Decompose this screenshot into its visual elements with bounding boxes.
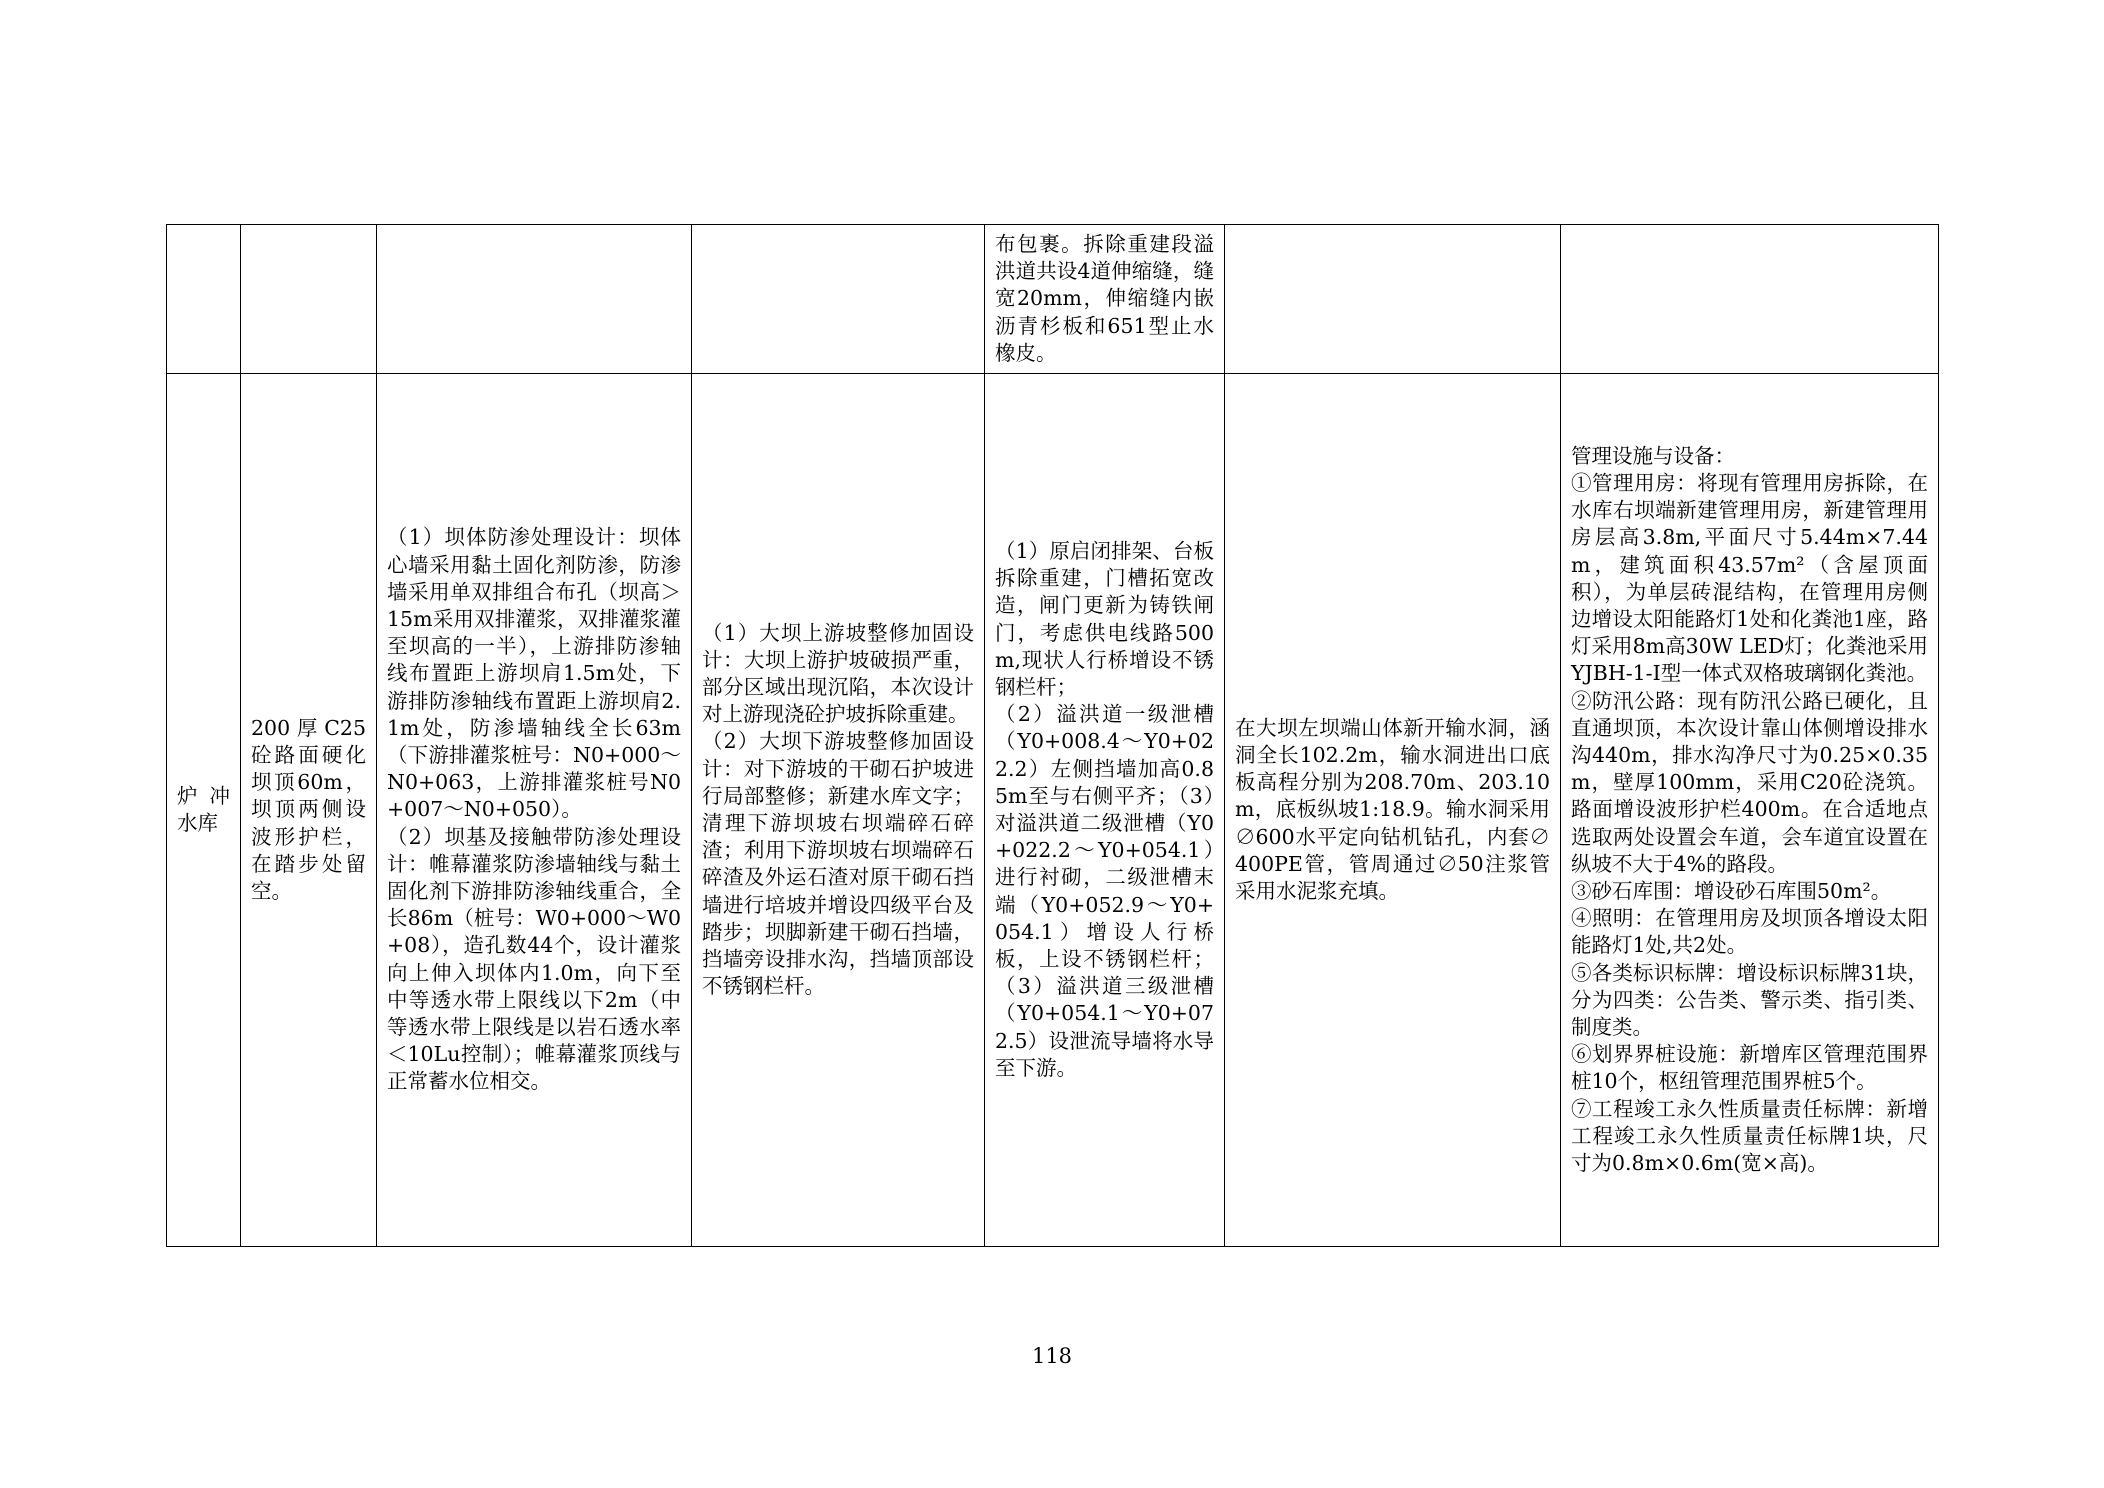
spillway-cell	[985, 374, 1225, 1247]
cell-empty	[692, 225, 985, 374]
cell-empty	[1225, 225, 1561, 374]
dam-crest-cell: 200厚C25砼路面硬化坝顶60m，坝顶两侧设波形护栏，在踏步处留空。	[241, 374, 377, 1247]
management-item: ②防汛公路：现有防汛公路已硬化，且直通坝顶，本次设计靠山体侧增设排水沟440m，排水沟净尺寸为0.25×0.35m，壁厚100mm，采用C20砼浇筑。路面增设波形护栏400m。在合适地点选取两处设置会车道，会车道宜设置在纵坡不大于4%的路段。	[1571, 688, 1928, 876]
management-item: ①管理用房：将现有管理用房拆除，在水库右坝端新建管理用房，新建管理用房层高3.8m,平面尺寸5.44m×7.44m，建筑面积43.57m²（含屋顶面积），为单层砖混结构，在管理用房侧边增设太阳能路灯1处和化粪池1座，路灯采用8m高30W LED灯；化粪池采用YJBH-1-Ⅰ型一体式双格玻璃钢化粪池。	[1571, 470, 1928, 686]
page-number: 118	[1031, 1344, 1073, 1368]
spillway-item: （1）原启闭排架、台板拆除重建，门槽拓宽改造，闸门更新为铸铁闸门，考虑供电线路500m,现状人行桥增设不锈钢栏杆；	[995, 538, 1214, 699]
slope-cell	[692, 374, 985, 1247]
cell-empty	[1561, 225, 1939, 374]
table-row-continued	[167, 225, 1939, 374]
management-cell	[1561, 374, 1939, 1247]
table-row-luchong	[167, 374, 1939, 1247]
spillway-continued-cell: 布包裹。拆除重建段溢洪道共设4道伸缩缝，缝宽20mm，伸缩缝内嵌沥青杉板和651型止水橡皮。	[985, 225, 1225, 374]
outlet-cell: 在大坝左坝端山体新开输水洞，涵洞全长102.2m，输水洞进出口底板高程分别为208.70m、203.10m，底板纵坡1:18.9。输水洞采用∅600水平定向钻机钻孔，内套∅400PE管，管周通过∅50注浆管采用水泥浆充填。	[1225, 374, 1561, 1247]
slope-item: （1）大坝上游坡整修加固设计：大坝上游护坡破损严重，部分区域出现沉陷，本次设计对上游现浇砼护坡拆除重建。	[702, 620, 974, 727]
cell-empty	[241, 225, 377, 374]
reservoir-name-cell: 炉冲水库	[167, 374, 241, 1247]
management-heading: 管理设施与设备：	[1571, 443, 1735, 468]
project-table	[166, 224, 1939, 1247]
management-item: ⑤各类标识标牌：增设标识标牌31块，分为四类：公告类、警示类、指引类、制度类。	[1571, 960, 1928, 1040]
management-item: ④照明：在管理用房及坝顶各增设太阳能路灯1处,共2处。	[1571, 906, 1928, 958]
seepage-item: （2）坝基及接触带防渗处理设计：帷幕灌浆防渗墙轴线与黏土固化剂下游排防渗轴线重合，全长86m（桩号：W0+000～W0+08），造孔数44个，设计灌浆向上伸入坝体内1.0m，向下至中等透水带上限线以下2m（中等透水带上限线是以岩石透水率＜10Lu控制）；帷幕灌浆顶线与正常蓄水位相交。	[387, 824, 681, 1094]
slope-item: （2）大坝下游坡整修加固设计：对下游坡的干砌石护坡进行局部整修；新建水库文字；清理下游坝坡右坝端碎石碎渣；利用下游坝坡右坝端碎石碎渣及外运石渣对原干砌石挡墙进行培坡并增设四级平台及踏步；坝脚新建干砌石挡墙，挡墙旁设排水沟，挡墙顶部设不锈钢栏杆。	[702, 729, 974, 999]
seepage-item: （1）坝体防渗处理设计：坝体心墙采用黏土固化剂防渗，防渗墙采用单双排组合布孔（坝高＞15m采用双排灌浆，双排灌浆灌至坝高的一半），上游排防渗轴线布置距上游坝肩1.5m处，下游排防渗轴线布置距上游坝肩2.1m处，防渗墙轴线全长63m（下游排灌浆桩号：N0+000～N0+063，上游排灌浆桩号N0+007～N0+050）。	[387, 525, 681, 822]
cell-empty	[377, 225, 692, 374]
management-item: ⑥划界界桩设施：新增库区管理范围界桩10个，枢纽管理范围界桩5个。	[1571, 1042, 1928, 1094]
management-item: ⑦工程竣工永久性质量责任标牌：新增工程竣工永久性质量责任标牌1块，尺寸为0.8m×0.6m(宽×高)。	[1571, 1096, 1928, 1176]
management-item: ③砂石库围：增设砂石库围50m²。	[1571, 879, 1892, 903]
spillway-item: （2）溢洪道一级泄槽（Y0+008.4～Y0+022.2）左侧挡墙加高0.85m至与右侧平齐；（3）对溢洪道二级泄槽（Y0+022.2～Y0+054.1）进行衬砌，二级泄槽末端（Y0+052.9～Y0+054.1）增设人行桥板，上设不锈钢栏杆；（3）溢洪道三级泄槽（Y0+054.1～Y0+072.5）设泄流导墙将水导至下游。	[995, 702, 1214, 1080]
cell-empty	[167, 225, 241, 374]
seepage-cell	[377, 374, 692, 1247]
